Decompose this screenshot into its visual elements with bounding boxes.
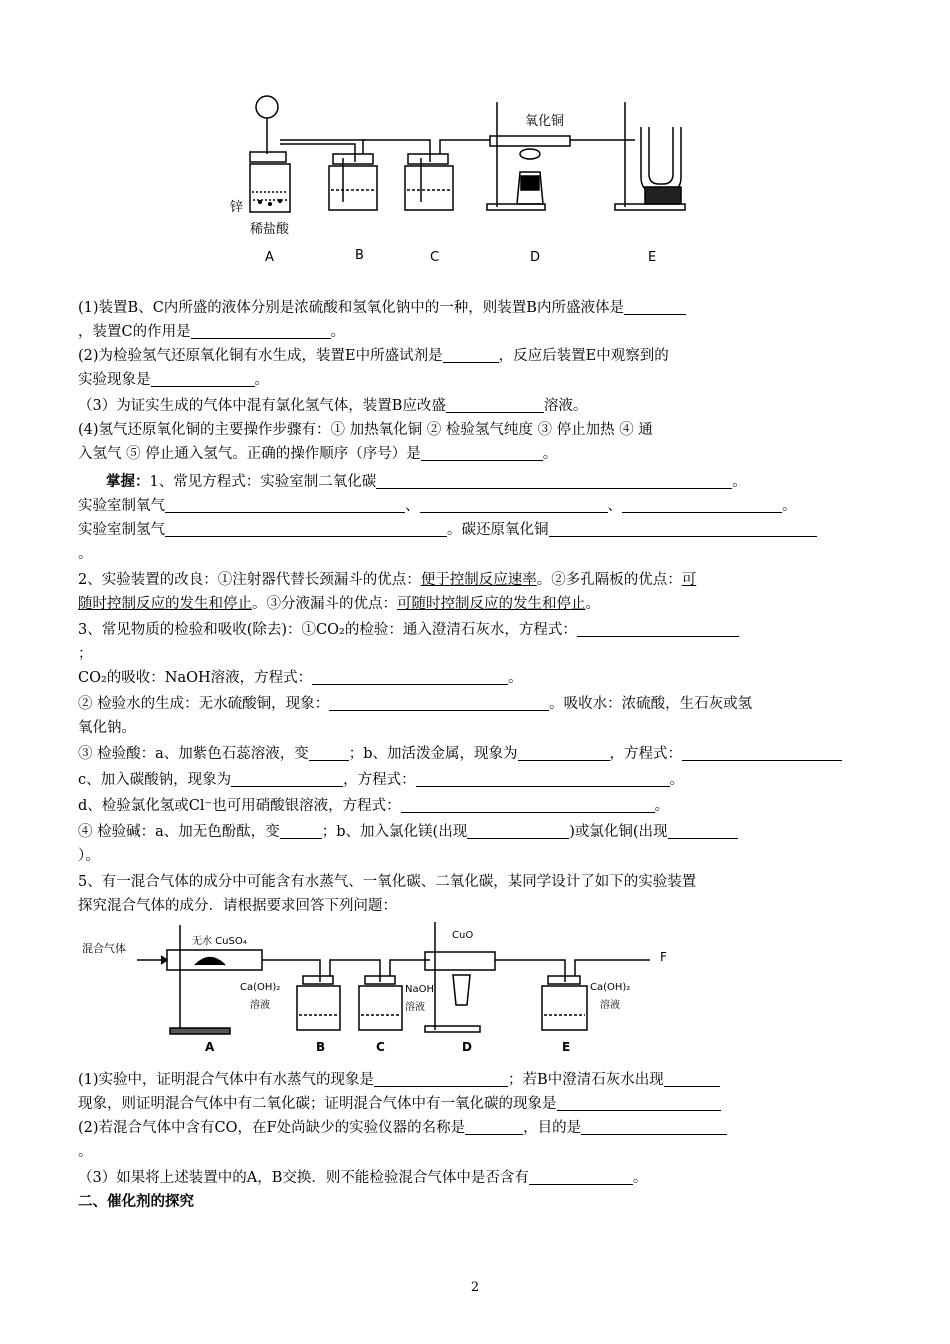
f-label: F (660, 950, 667, 964)
zinc-label: 锌 (230, 200, 244, 215)
answer-blank[interactable] (231, 770, 343, 787)
caoh-b-label: Ca(OH)₂ (240, 982, 281, 993)
q1-line-1: (1)装置B、C内所盛的液体分别是浓硫酸和氢氧化钠中的一种，则装置B内所盛液体是 (78, 296, 868, 320)
s3-line-4: ② 检验水的生成：无水硫酸铜，现象： 。吸收水：浓硫酸，生石灰或氢 (78, 696, 753, 712)
cuo-label-2: CuO (452, 930, 474, 941)
device2-label-e: E (562, 1040, 571, 1054)
answer-blank[interactable] (280, 822, 322, 839)
answer-blank[interactable] (420, 496, 608, 513)
device2-label-d: D (462, 1040, 472, 1054)
cuo-label: 氧化铜 (525, 114, 565, 129)
device-label-e: E (648, 250, 657, 265)
answer-blank[interactable] (577, 620, 739, 637)
s3-line-1: 3、常见物质的检验和吸收(除去)：①CO₂的检验：通入澄清石灰水，方程式： (78, 618, 868, 642)
device2-label-b: B (316, 1040, 326, 1054)
answer-blank[interactable] (374, 1070, 508, 1087)
apparatus-figure-1 (225, 92, 705, 277)
s5-line-1: 5、有一混合气体的成分中可能含有水蒸气、一氧化碳、二氧化碳，某同学设计了如下的实验装置 (78, 874, 697, 890)
s3-line-5: 氧化钠。 (78, 720, 136, 736)
answer-blank[interactable] (622, 496, 782, 513)
q5-line-2: 现象，则证明混合气体中有二氧化碳；证明混合气体中有一氧化碳的现象是 (78, 1092, 868, 1116)
q5-line-3: (2)若混合气体中含有CO，在F处尚缺少的实验仪器的名称是 ，目的是 (78, 1116, 868, 1140)
answer-blank[interactable] (191, 322, 331, 339)
acid-label: 稀盐酸 (250, 222, 290, 237)
apparatus-figure-2 (75, 920, 675, 1060)
s3-line-3: CO₂的吸收：NaOH溶液，方程式： 。 (78, 670, 523, 686)
master-line-2: 实验室制氧气 、 、 。 (78, 498, 797, 514)
naoh-label: NaOH (405, 984, 434, 995)
answer-blank[interactable] (376, 472, 732, 489)
answer-blank[interactable] (549, 520, 817, 537)
q1-line-2: ，装置C的作用是 。 (78, 324, 346, 340)
answer-blank[interactable] (668, 822, 738, 839)
q5-line-1: (1)实验中，证明混合气体中有水蒸气的现象是 ；若B中澄清石灰水出现 (78, 1068, 868, 1092)
answer-blank[interactable] (518, 744, 610, 761)
answer-blank[interactable] (329, 694, 549, 711)
q1-line-6: (4)氢气还原氧化铜的主要操作步骤有：① 加热氧化铜 ② 检验氢气纯度 ③ 停止加热 ④ 通 (78, 422, 653, 438)
answer-blank[interactable] (557, 1094, 721, 1111)
s3-line-9: ④ 检验碱：a、加无色酚酞，变 ；b、加入氯化镁(出现 )或氯化铜(出现 (78, 820, 868, 844)
s3-line-6: ③ 检验酸：a、加紫色石蕊溶液，变 ；b、加活泼金属，现象为 ，方程式： (78, 742, 868, 766)
q1-line-7: 入氢气 ⑤ 停止通入氢气。正确的操作顺序（序号）是 。 (78, 446, 558, 462)
answer-blank[interactable] (581, 1118, 727, 1135)
answer-blank[interactable] (401, 796, 655, 813)
answer-blank[interactable] (682, 744, 842, 761)
answer-blank[interactable] (529, 1168, 633, 1185)
caoh-e-label: Ca(OH)₂ (590, 982, 631, 993)
section-heading-catalyst: 二、催化剂的探究 (78, 1193, 194, 1210)
device-label-a: A (265, 250, 274, 265)
cuso4-label: 无水 CuSO₄ (192, 936, 247, 947)
device2-label-a: A (205, 1040, 215, 1054)
s2-line-1: 2、实验装置的改良：①注射器代替长颈漏斗的优点：便于控制反应速率。②多孔隔板的优点：可 (78, 572, 697, 588)
master-line-4: 。 (78, 546, 93, 562)
answer-blank[interactable] (165, 496, 405, 513)
answer-blank[interactable] (443, 346, 499, 363)
answer-blank[interactable] (312, 668, 508, 685)
s3-line-7: c、加入碳酸钠，现象为 ，方程式： 。 (78, 772, 685, 788)
device-label-b: B (355, 248, 364, 263)
master-line-1: 掌握：1、常见方程式：实验室制二氧化碳 。 (106, 473, 747, 490)
q5-line-4: 。 (78, 1144, 93, 1160)
master-line-3: 实验室制氢气 。碳还原氧化铜 (78, 518, 868, 542)
s3-line-2: ； (78, 646, 93, 662)
sol-e-label: 溶液 (600, 1000, 620, 1011)
s2-line-2: 随时控制反应的发生和停止。③分液漏斗的优点：可随时控制反应的发生和停止。 (78, 596, 600, 612)
q1-line-3: (2)为检验氢气还原氧化铜有水生成，装置E中所盛试剂是 ，反应后装置E中观察到的 (78, 348, 669, 364)
answer-blank[interactable] (309, 744, 349, 761)
s3-line-8: d、检验氯化氢或Cl⁻也可用硝酸银溶液，方程式： 。 (78, 798, 670, 814)
answer-blank[interactable] (421, 444, 543, 461)
answer-blank[interactable] (664, 1070, 720, 1087)
device2-label-c: C (376, 1040, 385, 1054)
device-label-c: C (430, 250, 440, 265)
sol-c-label: 溶液 (405, 1002, 425, 1013)
answer-blank[interactable] (624, 298, 686, 315)
answer-blank[interactable] (416, 770, 670, 787)
answer-blank[interactable] (151, 370, 255, 387)
answer-blank[interactable] (467, 822, 569, 839)
s3-line-10: ）。 (78, 848, 100, 864)
q1-line-4: 实验现象是 。 (78, 372, 269, 388)
page-number: 2 (470, 1280, 480, 1295)
answer-blank[interactable] (446, 396, 544, 413)
s5-line-2: 探究混合气体的成分．请根据要求回答下列问题： (78, 898, 397, 914)
device-label-d: D (530, 250, 541, 265)
sol-b-label: 溶液 (250, 1000, 270, 1011)
mixed-gas-label: 混合气体 (82, 942, 126, 955)
answer-blank[interactable] (165, 520, 447, 537)
answer-blank[interactable] (465, 1118, 523, 1135)
q1-line-5: （3）为证实生成的气体中混有氯化氢气体，装置B应改盛 溶液。 (78, 398, 588, 414)
q5-line-5: （3）如果将上述装置中的A，B交换．则不能检验混合气体中是否含有 。 (78, 1170, 648, 1186)
